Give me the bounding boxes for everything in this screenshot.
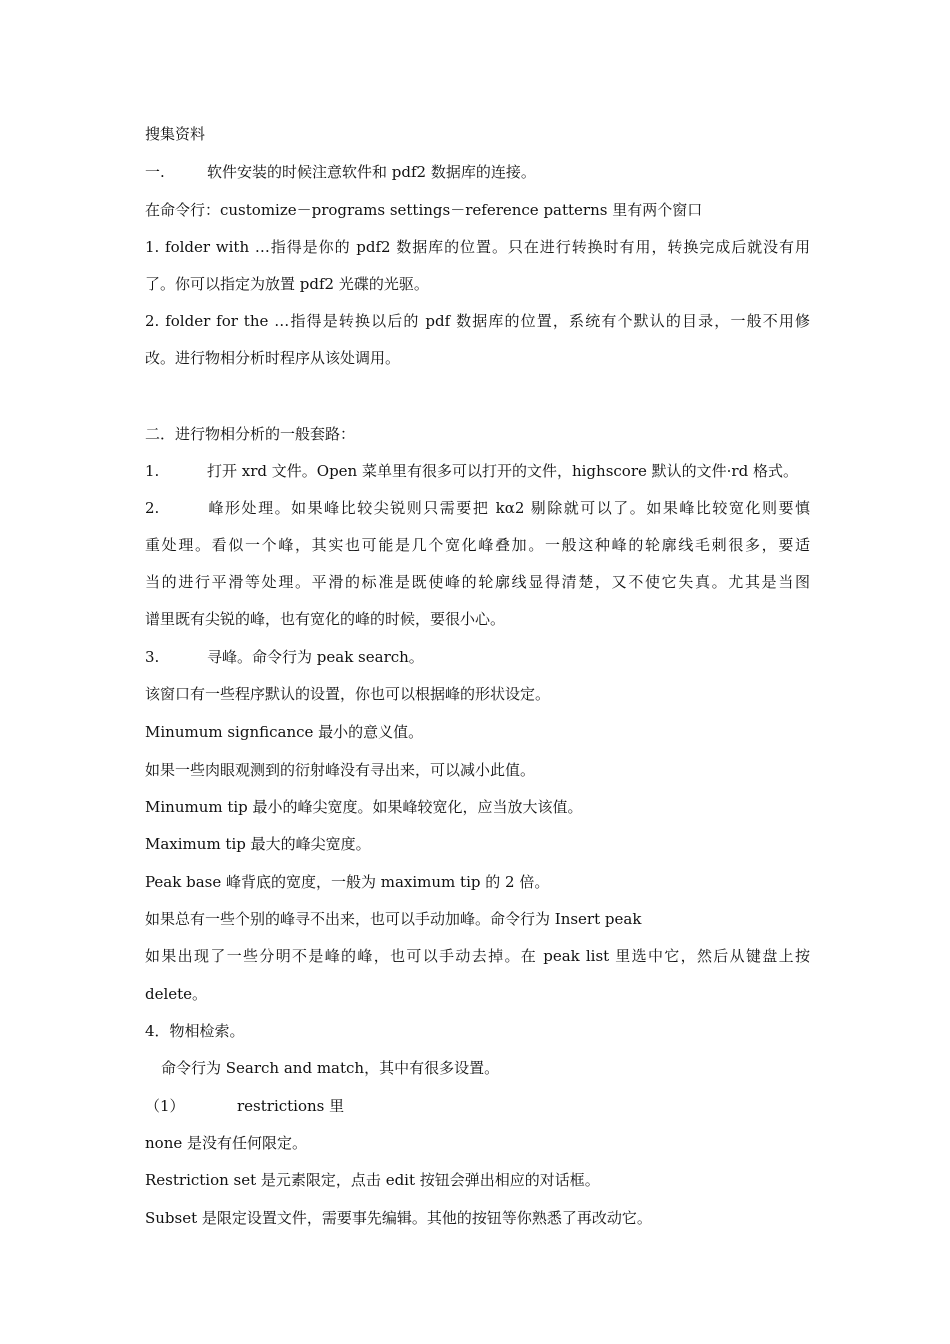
restrictions-set: Restriction set 是元素限定，点击 edit 按钮会弹出相应的对话框。 — [145, 1171, 600, 1189]
restrictions-none: none 是没有任何限定。 — [145, 1134, 307, 1152]
peak-search-para-3: 如果一些肉眼观测到的衍射峰没有寻出来，可以减小此值。 — [145, 761, 536, 779]
item-1-text: 打开 xrd 文件。Open 菜单里有很多可以打开的文件，highscore 默认的文件·rd 格式。 — [207, 462, 798, 480]
restrictions-text: restrictions 里 — [237, 1097, 345, 1115]
peak-search-para-5: Maximum tip 最大的峰尖宽度。 — [145, 835, 371, 853]
peak-search-para-8-line-2: delete。 — [145, 985, 208, 1003]
section-1-para-2-line-1: 2. folder for the …指得是转换以后的 pdf 数据库的位置，系统有个默认的目录，一般不用修 — [145, 312, 810, 330]
section-1-heading — [145, 162, 810, 182]
peak-search-para-6: Peak base 峰背底的宽度，一般为 maximum tip 的 2 倍。 — [145, 873, 550, 891]
search-match-command: 命令行为 Search and match，其中有很多设置。 — [161, 1059, 500, 1077]
section-2-item-2-line-3: 当的进行平滑等处理。平滑的标准是既使峰的轮廓线显得清楚，又不使它失真。尤其是当图 — [145, 573, 810, 591]
peak-search-para-1: 该窗口有一些程序默认的设置，你也可以根据峰的形状设定。 — [145, 685, 551, 703]
section-2-item-2-line-1 — [145, 498, 810, 518]
section-2-item-1 — [145, 461, 810, 481]
section-2-heading: 二．进行物相分析的一般套路： — [145, 425, 356, 443]
section-2-item-2-line-4: 谱里既有尖锐的峰，也有宽化的峰的时候，要很小心。 — [145, 610, 506, 628]
restrictions-number: （1） — [145, 1097, 185, 1115]
peak-search-para-7: 如果总有一些个别的峰寻不出来，也可以手动加峰。命令行为 Insert peak — [145, 910, 642, 928]
section-2-item-3 — [145, 647, 810, 667]
item-2-text: 峰形处理。如果峰比较尖锐则只需要把 kα2 剔除就可以了。如果峰比较宽化则要慎 — [207, 499, 810, 517]
section-1-heading-text: 软件安装的时候注意软件和 pdf2 数据库的连接。 — [207, 163, 536, 181]
peak-search-para-8-line-1: 如果出现了一些分明不是峰的峰，也可以手动去掉。在 peak list 里选中它，然后从键盘上按 — [145, 947, 810, 965]
section-1-para-2-line-2: 改。进行物相分析时程序从该处调用。 — [145, 349, 401, 367]
doc-title: 搜集资料 — [145, 125, 206, 143]
item-3-number: 3. — [145, 648, 160, 666]
section-1-number: 一. — [145, 163, 165, 181]
restrictions-subset: Subset 是限定设置文件，需要事先编辑。其他的按钮等你熟悉了再改动它。 — [145, 1209, 652, 1227]
item-2-number: 2. — [145, 499, 160, 517]
peak-search-para-4: Minumum tip 最小的峰尖宽度。如果峰较宽化，应当放大该值。 — [145, 798, 583, 816]
item-1-number: 1. — [145, 462, 160, 480]
restrictions-item — [145, 1096, 810, 1116]
section-2-item-2-line-2: 重处理。看似一个峰，其实也可能是几个宽化峰叠加。一般这种峰的轮廓线毛刺很多，要适 — [145, 536, 810, 554]
section-1-para-1-line-1: 1. folder with …指得是你的 pdf2 数据库的位置。只在进行转换时有用，转换完成后就没有用 — [145, 238, 810, 256]
item-3-text: 寻峰。命令行为 peak search。 — [207, 648, 424, 666]
section-2-item-4: 4．物相检索。 — [145, 1022, 245, 1040]
section-1-command: 在命令行：customize－programs settings－reference patterns 里有两个窗口 — [145, 201, 703, 219]
section-1-para-1-line-2: 了。你可以指定为放置 pdf2 光碟的光驱。 — [145, 275, 429, 293]
peak-search-para-2: Minumum signficance 最小的意义值。 — [145, 723, 424, 741]
